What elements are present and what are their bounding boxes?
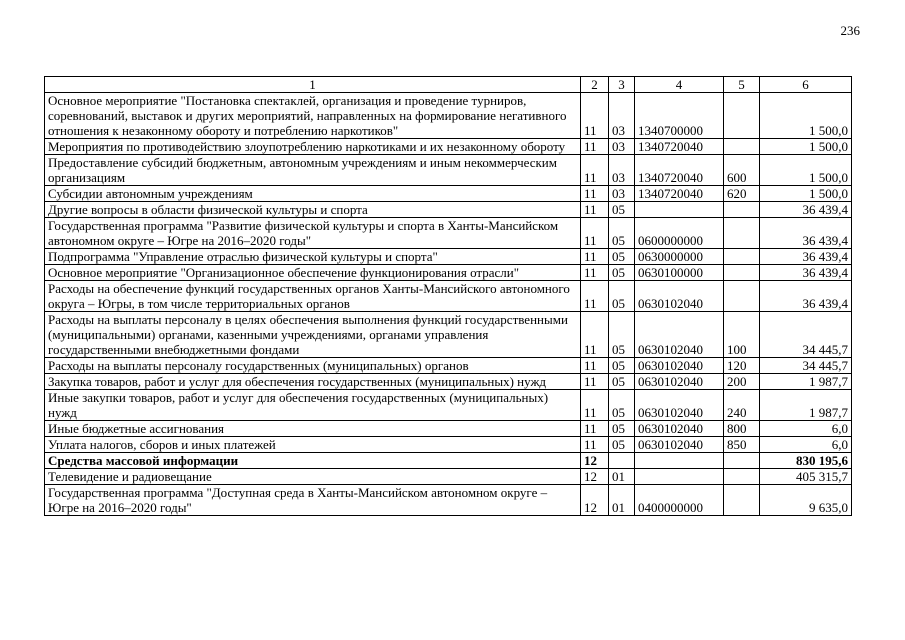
section-code-cell: 11 xyxy=(581,139,609,155)
expense-type-cell xyxy=(724,453,760,469)
section-code-cell: 11 xyxy=(581,390,609,421)
target-article-cell xyxy=(635,202,724,218)
target-article-cell: 0630102040 xyxy=(635,358,724,374)
section-code-cell: 11 xyxy=(581,218,609,249)
target-article-cell: 0630102040 xyxy=(635,421,724,437)
section-code-cell: 11 xyxy=(581,93,609,139)
expense-type-cell xyxy=(724,281,760,312)
section-code-cell: 11 xyxy=(581,374,609,390)
row-name-cell: Расходы на обеспечение функций государственных органов Ханты-Мансийского автономного округа – Югры, в том числе территориальных органов xyxy=(45,281,581,312)
subsection-code-cell: 03 xyxy=(609,186,635,202)
target-article-cell xyxy=(635,453,724,469)
amount-cell: 1 500,0 xyxy=(760,155,852,186)
amount-cell: 405 315,7 xyxy=(760,469,852,485)
row-name-cell: Средства массовой информации xyxy=(45,453,581,469)
target-article-cell: 0630102040 xyxy=(635,281,724,312)
amount-cell: 1 500,0 xyxy=(760,139,852,155)
table-row xyxy=(45,358,852,374)
expense-type-cell: 240 xyxy=(724,390,760,421)
table-row xyxy=(45,155,852,186)
target-article-cell: 0400000000 xyxy=(635,485,724,516)
column-header: 1 xyxy=(45,77,581,93)
table-row xyxy=(45,249,852,265)
amount-cell: 36 439,4 xyxy=(760,265,852,281)
row-name-cell: Предоставление субсидий бюджетным, автономным учреждениям и иным некоммерческим организациям xyxy=(45,155,581,186)
target-article-cell: 1340720040 xyxy=(635,186,724,202)
amount-cell: 1 500,0 xyxy=(760,186,852,202)
target-article-cell: 0630102040 xyxy=(635,374,724,390)
row-name-cell: Другие вопросы в области физической культуры и спорта xyxy=(45,202,581,218)
section-code-cell: 11 xyxy=(581,437,609,453)
expense-type-cell: 800 xyxy=(724,421,760,437)
target-article-cell: 0630102040 xyxy=(635,312,724,358)
section-code-cell: 12 xyxy=(581,453,609,469)
subsection-code-cell: 05 xyxy=(609,281,635,312)
table-row xyxy=(45,390,852,421)
table-row xyxy=(45,312,852,358)
subsection-code-cell: 05 xyxy=(609,265,635,281)
amount-cell: 1 987,7 xyxy=(760,374,852,390)
expense-type-cell xyxy=(724,139,760,155)
target-article-cell: 1340720040 xyxy=(635,155,724,186)
amount-cell: 34 445,7 xyxy=(760,358,852,374)
table-header-row xyxy=(45,77,852,93)
section-code-cell: 11 xyxy=(581,358,609,374)
section-code-cell: 11 xyxy=(581,312,609,358)
section-code-cell: 11 xyxy=(581,421,609,437)
column-header: 5 xyxy=(724,77,760,93)
subsection-code-cell: 05 xyxy=(609,202,635,218)
section-code-cell: 11 xyxy=(581,249,609,265)
row-name-cell: Государственная программа "Развитие физической культуры и спорта в Ханты-Мансийском автономном округе – Югре на 2016–2020 годы" xyxy=(45,218,581,249)
expense-type-cell: 100 xyxy=(724,312,760,358)
column-header: 4 xyxy=(635,77,724,93)
expense-type-cell xyxy=(724,202,760,218)
subsection-code-cell: 03 xyxy=(609,139,635,155)
row-name-cell: Расходы на выплаты персоналу государственных (муниципальных) органов xyxy=(45,358,581,374)
page-number: 236 xyxy=(840,23,860,38)
row-name-cell: Уплата налогов, сборов и иных платежей xyxy=(45,437,581,453)
row-name-cell: Подпрограмма "Управление отраслью физической культуры и спорта" xyxy=(45,249,581,265)
target-article-cell: 1340700000 xyxy=(635,93,724,139)
section-code-cell: 11 xyxy=(581,155,609,186)
amount-cell: 36 439,4 xyxy=(760,202,852,218)
section-code-cell: 11 xyxy=(581,265,609,281)
table-row xyxy=(45,485,852,516)
expense-type-cell: 620 xyxy=(724,186,760,202)
row-name-cell: Мероприятия по противодействию злоупотреблению наркотиками и их незаконному обороту xyxy=(45,139,581,155)
expense-type-cell xyxy=(724,218,760,249)
table-row xyxy=(45,281,852,312)
expense-type-cell xyxy=(724,485,760,516)
column-header: 6 xyxy=(760,77,852,93)
row-name-cell: Основное мероприятие "Организационное обеспечение функционирования отрасли" xyxy=(45,265,581,281)
subsection-code-cell: 05 xyxy=(609,312,635,358)
row-name-cell: Иные закупки товаров, работ и услуг для обеспечения государственных (муниципальных) нужд xyxy=(45,390,581,421)
expense-type-cell xyxy=(724,93,760,139)
subsection-code-cell: 03 xyxy=(609,93,635,139)
amount-cell: 9 635,0 xyxy=(760,485,852,516)
row-name-cell: Иные бюджетные ассигнования xyxy=(45,421,581,437)
subsection-code-cell: 05 xyxy=(609,437,635,453)
amount-cell: 34 445,7 xyxy=(760,312,852,358)
amount-cell: 36 439,4 xyxy=(760,218,852,249)
column-header: 3 xyxy=(609,77,635,93)
amount-cell: 1 987,7 xyxy=(760,390,852,421)
section-code-cell: 12 xyxy=(581,469,609,485)
subsection-code-cell xyxy=(609,453,635,469)
table-row xyxy=(45,139,852,155)
section-code-cell: 12 xyxy=(581,485,609,516)
expense-type-cell: 120 xyxy=(724,358,760,374)
subsection-code-cell: 05 xyxy=(609,358,635,374)
table-row xyxy=(45,218,852,249)
expense-type-cell xyxy=(724,469,760,485)
table-row xyxy=(45,421,852,437)
row-name-cell: Государственная программа "Доступная среда в Ханты-Мансийском автономном округе – Югре на 2016–2020 годы" xyxy=(45,485,581,516)
subsection-code-cell: 05 xyxy=(609,249,635,265)
table-row xyxy=(45,186,852,202)
table-row xyxy=(45,93,852,139)
target-article-cell: 0630102040 xyxy=(635,390,724,421)
amount-cell: 36 439,4 xyxy=(760,249,852,265)
subsection-code-cell: 05 xyxy=(609,374,635,390)
amount-cell: 6,0 xyxy=(760,421,852,437)
subsection-code-cell: 03 xyxy=(609,155,635,186)
section-code-cell: 11 xyxy=(581,281,609,312)
subsection-code-cell: 01 xyxy=(609,469,635,485)
amount-cell: 830 195,6 xyxy=(760,453,852,469)
subsection-code-cell: 05 xyxy=(609,390,635,421)
expense-type-cell xyxy=(724,265,760,281)
target-article-cell: 1340720040 xyxy=(635,139,724,155)
budget-table-body xyxy=(45,77,852,516)
expense-type-cell: 600 xyxy=(724,155,760,186)
subsection-code-cell: 05 xyxy=(609,421,635,437)
row-name-cell: Субсидии автономным учреждениям xyxy=(45,186,581,202)
expense-type-cell: 850 xyxy=(724,437,760,453)
row-name-cell: Основное мероприятие "Постановка спектаклей, организация и проведение турниров, соревнований, выставок и других мероприятий, направленных на формирование негативного отношения к незаконному обороту и потреблению наркотиков" xyxy=(45,93,581,139)
row-name-cell: Телевидение и радиовещание xyxy=(45,469,581,485)
target-article-cell xyxy=(635,469,724,485)
row-name-cell: Расходы на выплаты персоналу в целях обеспечения выполнения функций государственными (муниципальными) органами, казенными учреждениями, органами управления государственными внебюджетными фондами xyxy=(45,312,581,358)
target-article-cell: 0600000000 xyxy=(635,218,724,249)
target-article-cell: 0630102040 xyxy=(635,437,724,453)
table-row xyxy=(45,202,852,218)
table-row xyxy=(45,374,852,390)
target-article-cell: 0630100000 xyxy=(635,265,724,281)
expense-type-cell: 200 xyxy=(724,374,760,390)
amount-cell: 36 439,4 xyxy=(760,281,852,312)
table-row xyxy=(45,437,852,453)
expense-type-cell xyxy=(724,249,760,265)
section-code-cell: 11 xyxy=(581,202,609,218)
section-code-cell: 11 xyxy=(581,186,609,202)
row-name-cell: Закупка товаров, работ и услуг для обеспечения государственных (муниципальных) нужд xyxy=(45,374,581,390)
subsection-code-cell: 01 xyxy=(609,485,635,516)
budget-table xyxy=(44,76,852,516)
target-article-cell: 0630000000 xyxy=(635,249,724,265)
amount-cell: 6,0 xyxy=(760,437,852,453)
column-header: 2 xyxy=(581,77,609,93)
amount-cell: 1 500,0 xyxy=(760,93,852,139)
table-row xyxy=(45,265,852,281)
table-row xyxy=(45,469,852,485)
table-row xyxy=(45,453,852,469)
subsection-code-cell: 05 xyxy=(609,218,635,249)
